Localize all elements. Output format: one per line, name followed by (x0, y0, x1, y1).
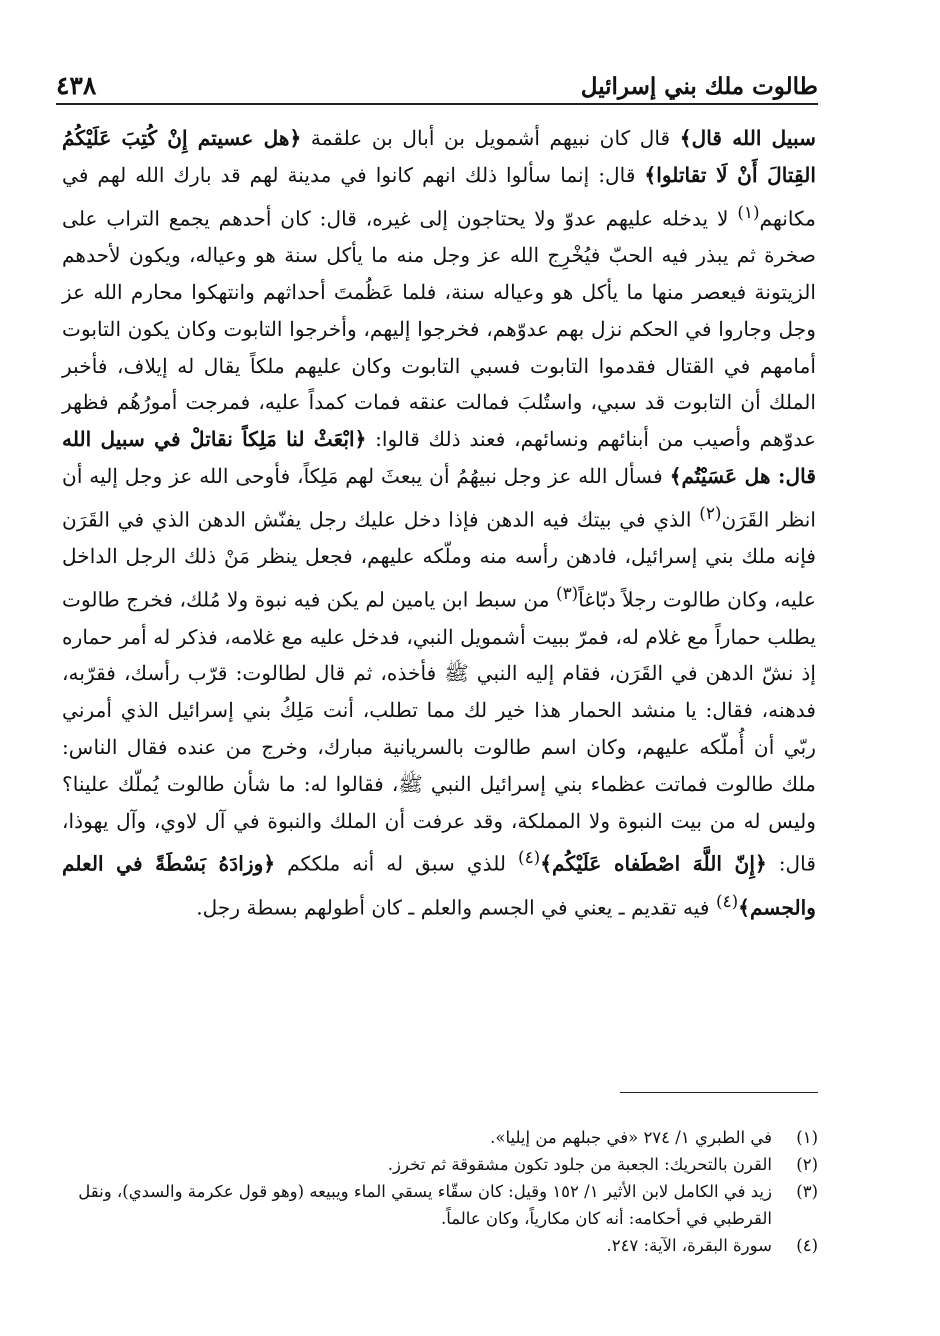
footnote-ref-2: (٢) (699, 502, 722, 523)
text-run: الذي في بيتك فيه الدهن فإذا دخل عليك رجل يفنّش الدهن الذي في القَرَن فإنه ملك بني إسرائيل، فادهن رأسه منه وملّكه عليهم، فجعل ينظر مَنْ ذلك الرجل الداخل عليه، وكان طالوت رجلاً دبّاغاً (62, 507, 816, 612)
footnote-text: القرن بالتحريك: الجعبة من جلود تكون مشقوقة ثم تخرز. (387, 1155, 772, 1174)
text-run: فيه تقديم ـ يعني في الجسم والعلم ـ كان أطولهم بسطة رجل. (196, 895, 716, 920)
text-run: لا يدخله عليهم عدوّ ولا يحتاجون إلى غيره، قال: كان أحدهم يجمع التراب على صخرة ثم يبذر فيه الحبّ فيُخْرِج الله عز وجل منه ما يأكل سنة هو وعياله، ويكون لأحدهم الزيتونة فيعصر منها ما يأكل هو وعياله سنة، فلما عَظُمتَ أحداثهم وانتهكوا محارم الله عز وجل وجاروا في الحكم نزل بهم عدوّهم، فخرجوا إليهم، وأخرجوا التابوت وكان يكون التابوت أمامهم في القتال فقدموا التابوت فسبي التابوت وكان عليهم ملكاً يقال له إيلاف، فأخبر الملك أن التابوت قد سبي، واستُلبَ فمالت عنقه فمات كمداً عليه، فمرجت أمورُهُم فظهر عدوّهم وأصيب من أبنائهم ونسائهم، فعند ذلك قالوا: (62, 206, 817, 452)
header-rule (56, 103, 818, 105)
footnote (70, 1232, 818, 1259)
footnote (70, 1124, 818, 1151)
text-run: للذي سبق له أنه ملككم (275, 852, 518, 877)
footnote-text: سورة البقرة، الآية: ٢٤٧. (606, 1236, 772, 1255)
quran-quote: ﴿هل عسيتم إِنْ كُتِبَ عَلَيْكُمُ القِتالَ أَنْ لَا تقاتلوا﴾ (62, 126, 816, 187)
footnote-number: (٣) (796, 1182, 818, 1201)
text-run: قال: إنما سألوا ذلك انهم كانوا في مدينة لهم قد بارك الله لهم في مكانهم (62, 162, 816, 231)
quran-quote: ﴿ابْعَثْ لنا مَلِكاً نقاتلْ في سبيل الله قال: هل عَسَيْتُم﴾ (62, 427, 816, 488)
footnotes (70, 1124, 818, 1259)
footnote-text: زيد في الكامل لابن الأثير ١/ ١٥٢ وقيل: كان سقّاء يسقي الماء ويبيعه (وهو قول عكرمة والسدي)، ونقل القرطبي في أحكامه: أنه كان مكارياً، وكان عالماً. (78, 1182, 772, 1228)
main-paragraph (62, 120, 816, 926)
footnote (70, 1178, 818, 1232)
text-run: من سبط ابن يامين لم يكن فيه نبوة ولا مُلك، فخرج طالوت يطلب حماراً مع غلام له، فمرّ ببيت أشمويل النبي، فدخل عليه مع غلامه، فذكر له أمر حماره إذ نشّ الدهن في القَرَن، فقام إليه النبي ﷺ فأخذه، ثم قال لطالوت: قرّب رأسك، فقرّبه، فدهنه، فقال: يا منشد الحمار هذا خير لك مما تطلب، أنت مَلِكُ بني إسرائيل الذي أمرني ربّي أن أُملّكه عليهم، وكان اسم طالوت بالسريانية مبارك، وخرج من عنده فقال الناس: ملك طالوت فماتت عظماء بني إسرائيل النبي ﷺ، فقالوا له: ما شأن طالوت يُملّك علينا؟ وليس له من بيت النبوة ولا المملكة، وقد عرفت أن الملك والنبوة في آل لاوي، وآل يهوذا، قال: (62, 587, 816, 877)
footnote-ref-3: (٣) (556, 583, 579, 604)
running-title: طالوت ملك بني إسرائيل (580, 73, 818, 100)
footnote-separator (620, 1092, 818, 1093)
footnote-ref-4: (٤) (518, 847, 541, 868)
main-text (62, 120, 816, 926)
quran-quote: سبيل الله قال﴾ (679, 126, 816, 150)
footnote-ref-4: (٤) (715, 890, 739, 911)
footnote-number: (٤) (796, 1236, 818, 1255)
text-run: قال كان نبيهم أشمويل بن أبال بن علقمة (301, 126, 680, 150)
page-number: ٤٣٨ (56, 71, 97, 100)
footnote-number: (١) (796, 1128, 818, 1147)
page-header (56, 60, 818, 100)
footnote-ref-1: (١) (737, 201, 760, 222)
quran-quote: ﴿وزادَهُ بَسْطَةً في العلم والجسم﴾ (62, 852, 816, 920)
text-run: فسأل الله عز وجل نبيهُمُ أن يبعثَ لهم مَلِكاً، فأوحى الله عز وجل إليه أن انظر القَرَن (62, 463, 817, 532)
footnote (70, 1151, 818, 1178)
quran-quote: ﴿إِنّ اللَّهَ اصْطَفاه عَلَيْكُم﴾ (540, 852, 767, 877)
footnote-text: في الطبري ١/ ٢٧٤ «في جبلهم من إيليا». (490, 1128, 772, 1147)
footnote-number: (٢) (796, 1155, 818, 1174)
